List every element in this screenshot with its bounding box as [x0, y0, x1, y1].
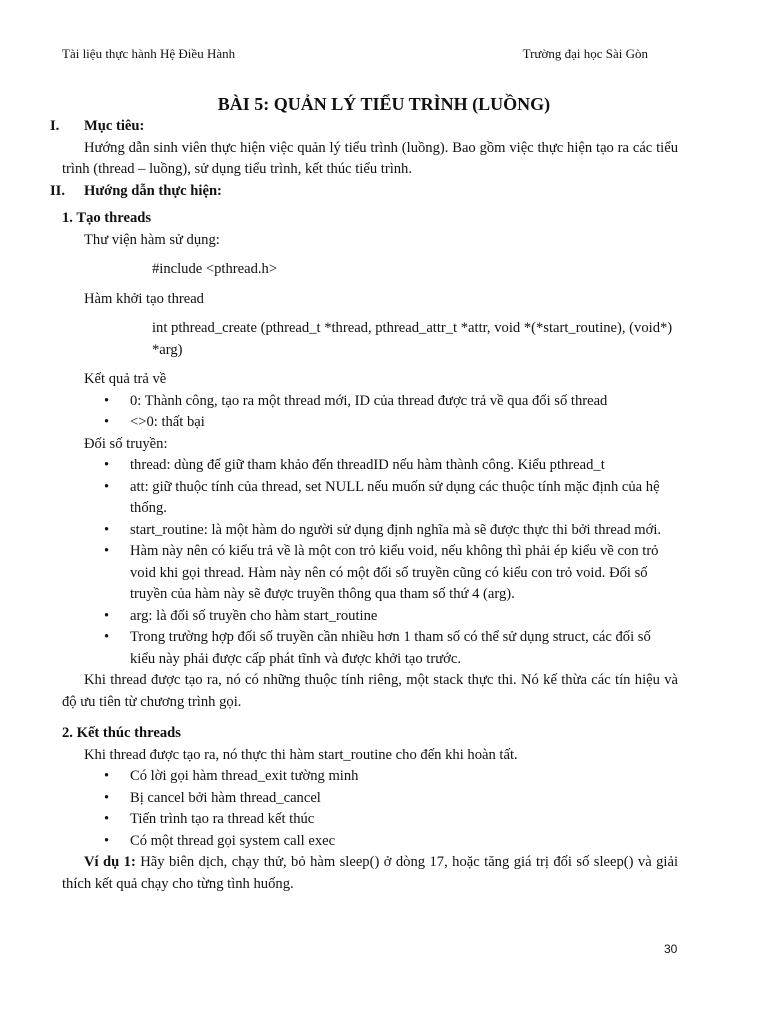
document-body — [0, 116, 768, 895]
bullet-icon: • — [104, 414, 110, 430]
include-line: #include <pthread.h> — [152, 261, 278, 277]
objectives-paragraph — [0, 138, 768, 181]
list-item — [0, 391, 768, 413]
bullet-icon: • — [104, 629, 110, 645]
list-item — [0, 788, 768, 810]
list-item — [0, 831, 768, 853]
list-item-text: Hàm này nên có kiểu trả về là một con trỏ kiểu void, nếu không thì phải ép kiểu về con trỏ void khi gọi thread. Hàm này nên có một đối số truyền cũng có kiểu con trỏ void. Đối số truyền của hàm này sẽ được truyền thông qua tham số thứ 4 (arg). — [130, 543, 659, 602]
bullet-icon: • — [104, 543, 110, 559]
bullet-icon: • — [104, 478, 110, 495]
section-number: I. — [50, 118, 60, 134]
list-item — [0, 520, 768, 542]
function-label: Hàm khởi tạo thread — [84, 290, 204, 307]
list-item-text: 0: Thành công, tạo ra một thread mới, ID của thread được trả về qua đối số thread — [130, 392, 608, 409]
list-item-text: thread: dùng để giữ tham khảo đến threadID nếu hàm thành công. Kiểu pthread_t — [130, 457, 605, 473]
terminate-list — [0, 766, 768, 852]
list-item-text: att: giữ thuộc tính của thread, set NULL nếu muốn sử dụng các thuộc tính mặc định của hệ thống. — [130, 478, 660, 516]
terminate-intro: Khi thread được tạo ra, nó thực thi hàm start_routine cho đến khi hoàn tất. — [84, 746, 518, 763]
list-item — [0, 627, 768, 670]
section-title: Mục tiêu: — [84, 118, 145, 134]
list-item-text: arg: là đối số truyền cho hàm start_routine — [130, 607, 378, 624]
list-item-text: Tiến trình tạo ra thread kết thúc — [130, 811, 315, 827]
bullet-icon: • — [104, 811, 110, 827]
bullet-icon: • — [104, 768, 110, 784]
bullet-icon: • — [104, 457, 110, 473]
result-label: Kết quả trả về — [84, 371, 167, 387]
header-right: Trường đại học Sài Gòn — [522, 46, 648, 61]
list-item — [0, 766, 768, 788]
result-list — [0, 391, 768, 434]
list-item-text: Trong trường hợp đối số truyền cần nhiều hơn 1 tham số có thể sử dụng struct, các đối số kiểu này phải được cấp phát tĩnh và được khởi tạo trước. — [130, 629, 651, 667]
list-item-text: Bị cancel bởi hàm thread_cancel — [130, 789, 321, 806]
list-item — [0, 606, 768, 628]
list-item-text: Có lời gọi hàm thread_exit tường minh — [130, 768, 359, 784]
example-label: Ví dụ 1: — [84, 854, 136, 870]
header-left: Tài liệu thực hành Hệ Điều Hành — [62, 46, 236, 61]
page-number: 30 — [664, 942, 678, 956]
section-heading-guide — [0, 181, 768, 203]
subsection-heading-terminate: 2. Kết thúc threads — [62, 725, 181, 741]
bullet-icon: • — [104, 832, 110, 849]
list-item-text: Có một thread gọi system call exec — [130, 832, 336, 849]
objectives-text: Hướng dẫn sinh viên thực hiện việc quản lý tiểu trình (luồng). Bao gồm việc thực hiện tạo ra các tiểu trình (thread – luồng), sử dụng tiểu trình, kết thúc tiểu trình. — [62, 139, 678, 177]
list-item — [0, 412, 768, 434]
section-title: Hướng dẫn thực hiện: — [84, 182, 222, 199]
args-list — [0, 455, 768, 670]
example-body: Hãy biên dịch, chạy thử, bỏ hàm sleep() ở dòng 17, hoặc tăng giá trị đối số sleep() và giải thích kết quả chạy cho từng tình huống. — [62, 854, 679, 892]
example-text — [62, 852, 678, 895]
args-label: Đối số truyền: — [84, 435, 168, 452]
list-item — [0, 455, 768, 477]
function-signature: int pthread_create (pthread_t *thread, pthread_attr_t *attr, void *(*start_routine), (void*) *arg) — [152, 320, 673, 358]
library-label: Thư viện hàm sử dụng: — [84, 231, 220, 248]
bullet-icon: • — [104, 392, 110, 409]
example-paragraph — [0, 852, 768, 895]
closing-text: Khi thread được tạo ra, nó có những thuộc tính riêng, một stack thực thi. Nó kế thừa các tín hiệu và độ ưu tiên từ chương trình gọi. — [62, 672, 678, 710]
list-item — [0, 809, 768, 831]
subsection-heading-create: 1. Tạo threads — [62, 210, 152, 226]
list-item-text: <>0: thất bại — [130, 414, 205, 430]
section-heading-objectives — [0, 116, 768, 138]
bullet-icon: • — [104, 789, 110, 806]
bullet-icon: • — [104, 521, 110, 538]
list-item — [0, 541, 768, 606]
list-item-text: start_routine: là một hàm do người sử dụng định nghĩa mà sẽ được thực thi bởi thread mới. — [130, 521, 662, 538]
list-item — [0, 477, 768, 520]
page-title: BÀI 5: QUẢN LÝ TIỂU TRÌNH (LUỒNG) — [217, 94, 551, 114]
section-number: II. — [50, 182, 66, 199]
bullet-icon: • — [104, 607, 110, 624]
closing-paragraph — [0, 670, 768, 713]
